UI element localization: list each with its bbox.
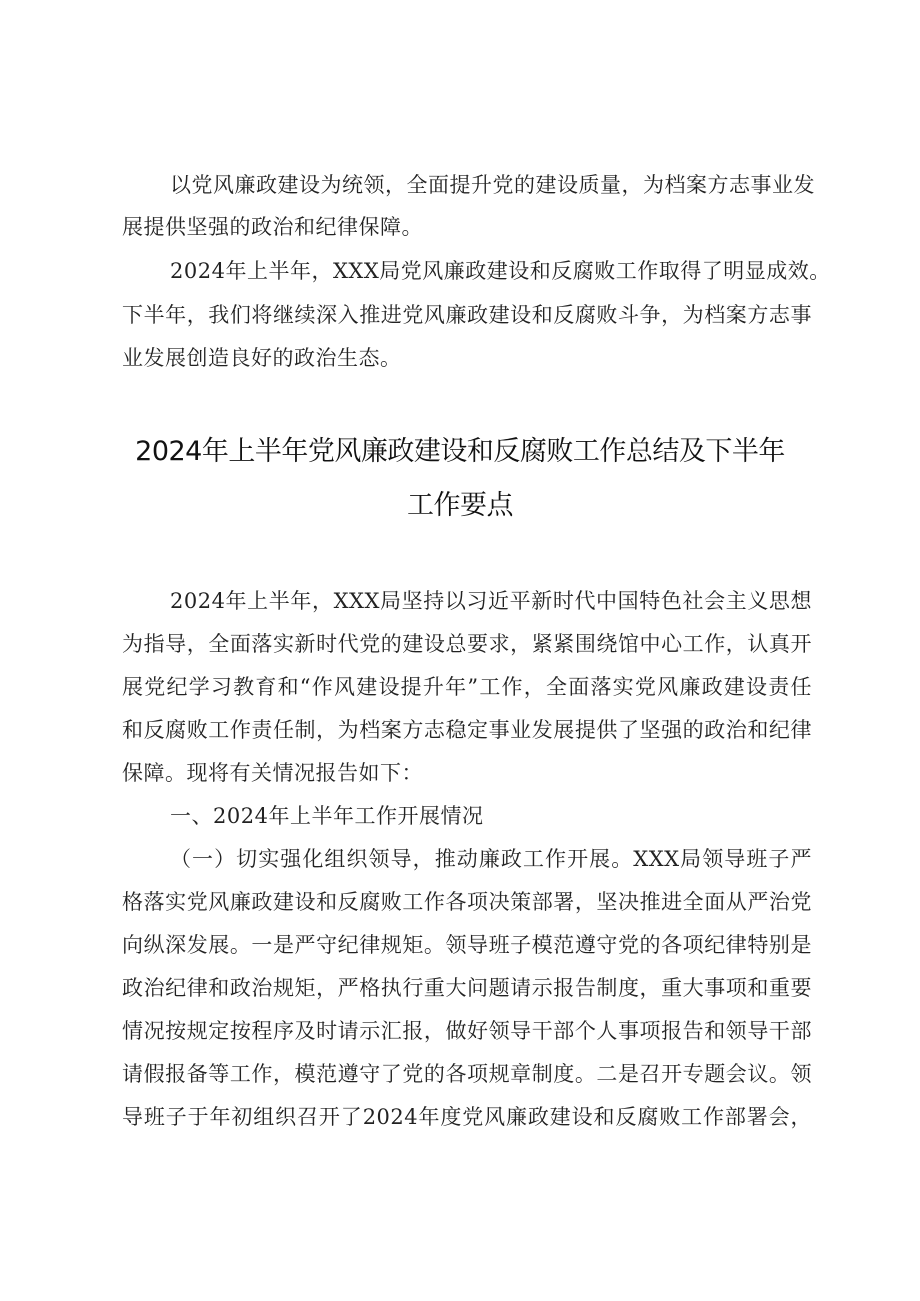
document-title-line2: 工作要点 — [407, 490, 513, 521]
body-p1-line: 展党纪学习教育和“作风建设提升年”工作，全面落实党风廉政建设责任 — [122, 675, 812, 699]
intro-p2-line: 2024年上半年，XXX局党风廉政建设和反腐败工作取得了明显成效。 — [170, 259, 831, 283]
body-p2-line: 格落实党风廉政建设和反腐败工作各项决策部署，坚决推进全面从严治党 — [122, 890, 812, 914]
body-p2-line: （一）切实强化组织领导，推动廉政工作开展。XXX局领导班子严 — [170, 847, 812, 871]
body-p1-line: 和反腐败工作责任制，为档案方志稳定事业发展提供了坚强的政治和纪律 — [122, 718, 812, 742]
body-p2-line: 请假报备等工作，模范遵守了党的各项规章制度。二是召开专题会议。领 — [122, 1062, 812, 1086]
body-p2-line: 情况按规定按程序及时请示汇报，做好领导干部个人事项报告和领导干部 — [122, 1019, 812, 1043]
body-p2-line: 导班子于年初组织召开了2024年度党风廉政建设和反腐败工作部署会， — [122, 1105, 812, 1129]
section-heading: 一、2024年上半年工作开展情况 — [170, 804, 484, 828]
body-p1-line: 2024年上半年，XXX局坚持以习近平新时代中国特色社会主义思想 — [170, 589, 812, 613]
body-p1-line: 保障。现将有关情况报告如下： — [122, 761, 423, 785]
body-p2-line: 向纵深发展。一是严守纪律规矩。领导班子模范遵守党的各项纪律特别是 — [122, 933, 812, 957]
intro-p1-line: 以党风廉政建设为统领，全面提升党的建设质量，为档案方志事业发 — [170, 173, 815, 197]
intro-p2-line: 下半年，我们将继续深入推进党风廉政建设和反腐败斗争，为档案方志事 — [122, 303, 812, 327]
body-p2-line: 政治纪律和政治规矩，严格执行重大问题请示报告制度，重大事项和重要 — [122, 976, 812, 1000]
intro-p1-line: 展提供坚强的政治和纪律保障。 — [122, 215, 423, 239]
intro-p2-line: 业发展创造良好的政治生态。 — [122, 346, 402, 370]
body-p1-line: 为指导，全面落实新时代党的建设总要求，紧紧围绕馆中心工作，认真开 — [122, 632, 812, 656]
document-title-line1: 2024年上半年党风廉政建设和反腐败工作总结及下半年 — [135, 436, 785, 467]
